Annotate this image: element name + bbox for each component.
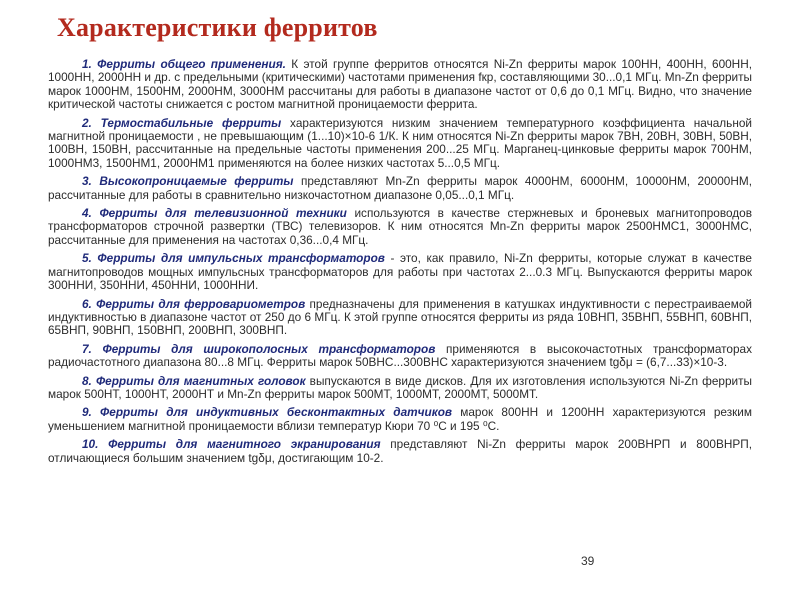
paragraph-7 [48,343,752,370]
paragraph-3 [48,175,752,202]
paragraph-1 [48,58,752,112]
page-number: 39 [581,554,595,568]
paragraph-10 [48,438,752,465]
paragraph-text: представляют Mn-Zn ферриты марок 4000НМ, 6000НМ, 10000НМ, 20000НМ, рассчитанные для работы в сравнительно низкочастотном диапазоне 0,05...0,1 МГц. [48,174,752,202]
paragraph-text: используются в качестве стержневых и броневых магнитопроводов трансформаторов строчной развертки (ТВС) телевизоров. К ним относятся Mn-Zn ферриты марок 2500НМС1, 3000НМС, рассчитанные для применения на частотах 0,36...0,4 МГц. [48,206,752,247]
paragraph-text: К этой группе ферритов относятся Ni-Zn ферриты марок 100НН, 400НН, 600НН, 1000НН, 2000НН и др. с предельными (критическими) частотами применения fкр, составляющими 30...0,1 МГц. Mn-Zn ферриты марок 1000НМ, 1500НМ, 2000НМ, 3000НМ рассчитаны для работы в диапазоне частот от 0,6 до 0,1 МГц. Видно, что значение критической частоты снижается с ростом магнитной проницаемости феррита. [48,57,753,112]
paragraph-text: предназначены для применения в катушках индуктивности с перестраиваемой индуктивностью в диапазоне частот от 250 до 6 МГц. К этой группе относятся ферриты из ряда 10ВНП, 35ВНП, 55ВНП, 60ВНП, 65ВНП, 90ВНП, 150ВНП, 200ВНП, 300ВНП. [48,296,752,338]
paragraph-2 [48,117,752,171]
paragraph-lead: 9. Ферриты для индуктивных бесконтактных датчиков [82,405,453,420]
content-body [48,58,752,470]
paragraph-lead: 5. Ферриты для импульсных трансформаторов [82,251,385,266]
paragraph-lead: 7. Ферриты для широкополосных трансформаторов [82,341,436,356]
paragraph-lead: 1. Ферриты общего применения. [82,57,286,71]
paragraph-text: марок 800НН и 1200НН характеризуются резким уменьшением магнитной проницаемости вблизи температур Кюри 70 ⁰С и 195 ⁰С. [48,405,753,433]
paragraph-8 [48,375,752,402]
paragraph-lead: 6. Ферриты для ферровариометров [82,296,306,311]
paragraph-5 [48,252,752,292]
paragraph-lead: 3. Высокопроницаемые ферриты [82,174,294,189]
paragraph-6 [48,298,752,338]
paragraph-text: представляют Ni-Zn ферриты марок 200ВНРП и 800ВНРП, отличающиеся большим значением tgδμ, достигающим 10-2. [48,437,752,465]
paragraph-4 [48,207,752,247]
paragraph-lead: 4. Ферриты для телевизионной техники [82,206,347,221]
paragraph-text: характеризуются низким значением температурного коэффициента начальной магнитной проницаемости , не превышающим (1...10)×10-6 1/К. К ним относятся Ni-Zn ферриты марок 7ВН, 20ВН, 30ВН, 50ВН, 100ВН, 150ВН, рассчитанные на предельные частоты применения 200...25 МГц. Марганец-цинковые ферриты марок 700НМ, 1000НМ3, 1500НМ1, 2000НМ1 применяются на более низких частотах 5...0,5 МГц. [48,115,752,170]
paragraph-lead: 10. Ферриты для магнитного экранирования [82,437,381,452]
paragraph-text: - это, как правило, Ni-Zn ферриты, которые служат в качестве магнитопроводов мощных импульсных трансформаторов для работы при частотах 2...0.3 МГц. Выпускаются ферриты марок 300ННИ, 350ННИ, 450ННИ, 1000ННИ. [48,251,752,293]
paragraph-lead: 2. Термостабильные ферриты [82,115,282,130]
slide-title: Характеристики ферритов [57,13,378,42]
paragraph-text: выпускаются в виде дисков. Для их изготовления используются Ni-Zn ферриты марок 500НТ, 1000НТ, 2000НТ и Mn-Zn ферриты марок 500МТ, 1000МТ, 2000МТ, 5000МТ. [48,373,752,401]
paragraph-text: применяются в высокочастотных трансформаторах радиочастотного диапазона 80...8 МГц. Ферриты марок 50ВНС...300ВНС характеризуются значением tgδμ = (6,7...33)×10-3. [48,341,752,370]
paragraph-9 [48,406,752,433]
paragraph-lead: 8. Ферриты для магнитных головок [82,373,306,388]
